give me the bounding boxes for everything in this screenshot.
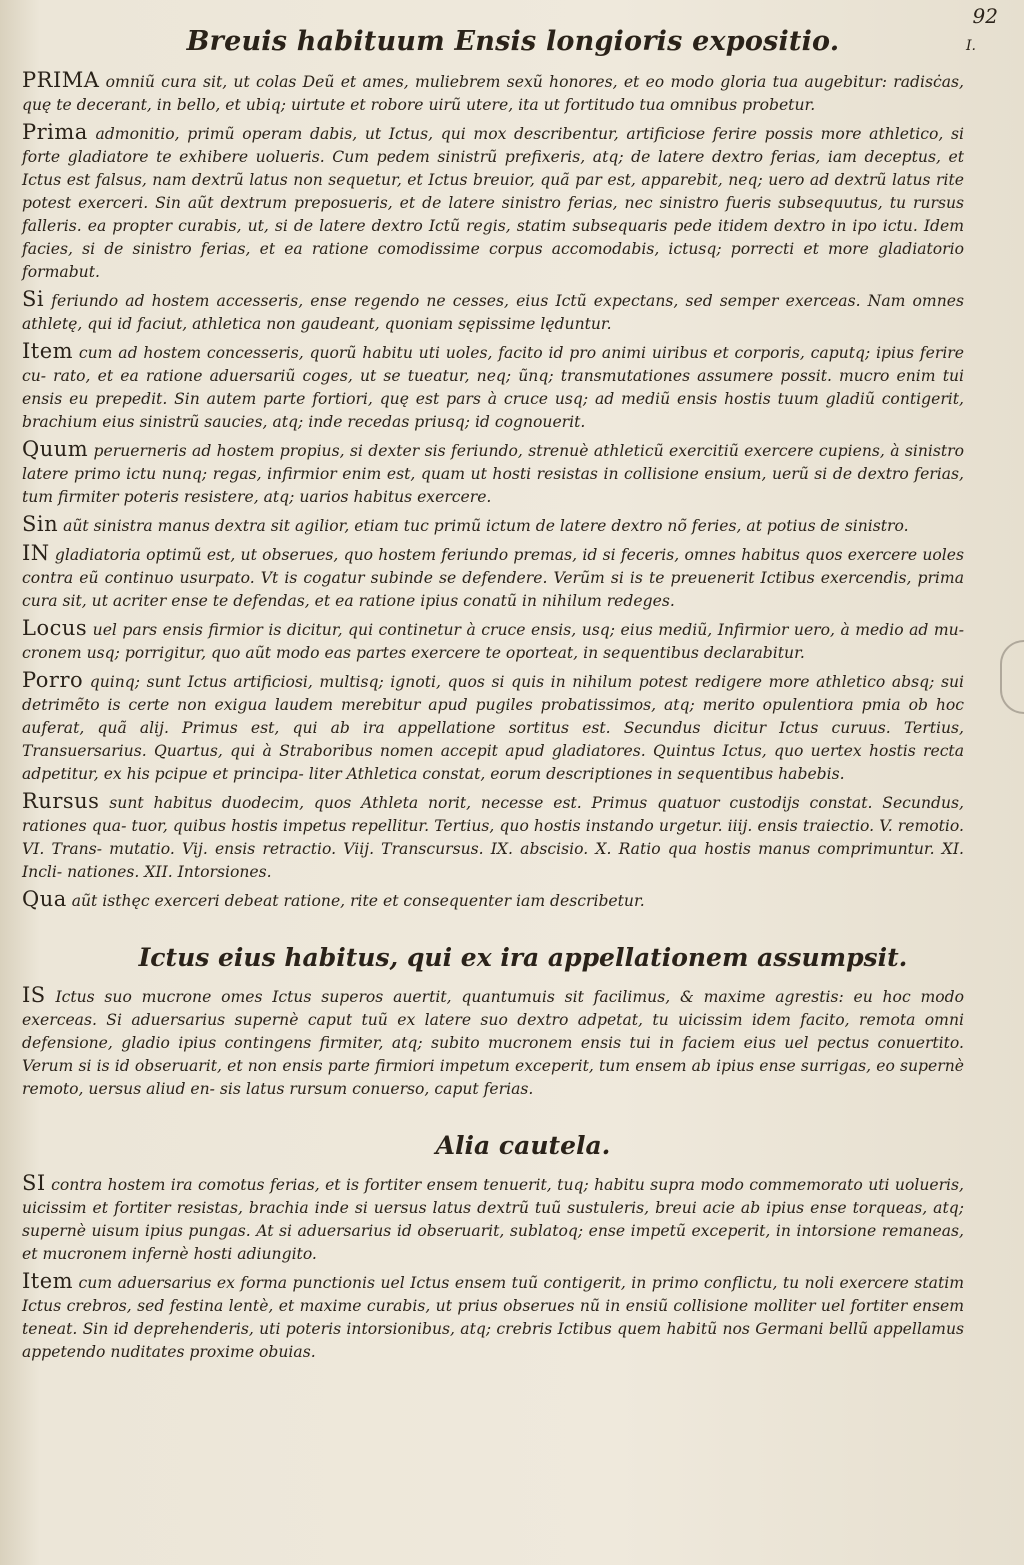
- paragraph-text: Ictus suo mucrone omes Ictus superos auertit, quantumuis sit facilimus, & maxime agrestis: eu hoc modo exerceas. Si aduersarius supernè caput tuũ ex latere suo dextro adpetat, tu uicissim idem facito, remota omni defensione, gladio ipius contingens firmiter, atq; subito mucronem ensis tui in faciem eius uel pectus conuertito. Verum si is id obseruarit, et non ensis parte firmiori impetum exceperit, tum ensem ab ipius ense surrigas, eo supernè remoto, uersus aliud en- sis latus rursum conuerso, caput ferias.: [22, 988, 964, 1098]
- paragraph: [22, 1172, 964, 1266]
- paragraph: [22, 438, 964, 509]
- section-heading: Ictus eius habitus, qui ex ira appellationem assumpsit.: [138, 943, 908, 972]
- paragraph-text: contra hostem ira comotus ferias, et is fortiter ensem tenuerit, tuq; habitu supra modo commemorato uti uolueris, uicissim et fortiter resistas, brachia inde si uersus latus dextrũ tuũ sustuleris, breui acie ab ipius ense torqueas, atq; supernè uisum ipius pungas. At si aduersarius id obseruarit, sublatoq; ense impetũ exceperit, in intorsione remaneas, et mucronem infernè hosti adiungito.: [22, 1176, 964, 1263]
- folio-number: 92: [972, 4, 998, 28]
- paragraph: [22, 617, 964, 665]
- paragraph-initial: Si: [22, 287, 45, 311]
- paragraph: [22, 288, 964, 336]
- paragraph: [22, 1270, 964, 1364]
- paragraph-text: feriundo ad hostem accesseris, ense regendo ne cesses, eius Ictũ expectans, sed semper exerceas. Nam omnes athletę, qui id faciut, athletica non gaudeant, quoniam sępissime lęduntur.: [22, 292, 964, 333]
- paragraph-initial: Item: [22, 1269, 74, 1293]
- paragraph: [22, 121, 964, 284]
- paragraph: [22, 888, 964, 913]
- paragraph-initial: Sin: [22, 512, 59, 536]
- section-3: [22, 1172, 964, 1364]
- paragraph-text: gladiatoria optimũ est, ut obserues, quo hostem feriundo premas, id si feceris, omnes habitus quos exercere uoles contra eũ continuo usurpato. Vt is cogatur subinde se defendere. Verũm si is te preuenerit Ictibus exercendis, prima cura sit, ut acriter ense te defendas, et ea ratione ipius conatũ in nihilum redeges.: [22, 546, 964, 610]
- paragraph-initial: IS: [22, 983, 46, 1007]
- paragraph-text: peruerneris ad hostem propius, si dexter sis feriundo, strenuè athleticũ exercitiũ exercere cupiens, à sinistro latere primo ictu nunq; regas, infirmior enim est, quam ut hosti resistas in collisione ensium, uerũ si de dextro ferias, tum firmiter poteris resistere, atq; uarios habitus exercere.: [22, 442, 964, 506]
- paragraph-text: aũt sinistra manus dextra sit agilior, etiam tuc primũ ictum de latere dextro nõ feries, at potius de sinistro.: [58, 517, 909, 535]
- section-heading: Alia cautela.: [435, 1131, 611, 1160]
- paragraph: [22, 513, 964, 538]
- paragraph: [22, 669, 964, 786]
- paragraph: [22, 542, 964, 613]
- paragraph-text: omniũ cura sit, ut colas Deũ et ames, muliebrem sexũ honores, et eo modo gloria tua augebitur: radisċas, quę te decerant, in bello, et ubiq; uirtute et robore uirũ utere, ita ut fortitudo tua omnibus probetur.: [22, 73, 964, 114]
- paragraph-initial: Qua: [22, 887, 67, 911]
- binding-hole: [1000, 640, 1024, 714]
- paragraph-text: cum aduersarius ex forma punctionis uel Ictus ensem tuũ contigerit, in primo conflictu, tu noli exercere statim Ictus crebros, sed festina lentè, et maxime curabis, ut prius obserues nũ in ensiũ collisione molliter uel fortiter ensem teneat. Sin id deprehenderis, uti poteris intorsionibus, atq; crebris Ictibus quem habitũ nos Germani bellũ appellamus appetendo nuditates proxime obuias.: [22, 1274, 964, 1361]
- paragraph-initial: Quum: [22, 437, 89, 461]
- page-title: Breuis habituum Ensis longioris expositio.: [186, 26, 840, 57]
- paragraph-initial: Rursus: [22, 789, 100, 813]
- paragraph: [22, 69, 964, 117]
- paragraph-text: uel pars ensis firmior is dicitur, qui continetur à cruce ensis, usq; eius mediũ, Infirmior uero, à medio ad mu- cronem usq; porrigitur, quo aũt modo eas partes exercere te oporteat, in sequentibus declarabitur.: [22, 621, 964, 662]
- folio-subnumber: I.: [966, 38, 976, 54]
- paragraph: [22, 984, 964, 1101]
- paragraph: [22, 340, 964, 434]
- paragraph-initial: Prima: [22, 120, 88, 144]
- paragraph-text: aũt isthęc exerceri debeat ratione, rite et consequenter iam describetur.: [66, 892, 645, 910]
- paragraph-initial: PRIMA: [22, 68, 100, 92]
- section-2: [22, 984, 964, 1101]
- paragraph-initial: Porro: [22, 668, 84, 692]
- paragraph-initial: IN: [22, 541, 50, 565]
- paragraph: [22, 790, 964, 884]
- section-1: [22, 69, 964, 913]
- paragraph-initial: SI: [22, 1171, 46, 1195]
- paragraph-text: sunt habitus duodecim, quos Athleta norit, necesse est. Primus quatuor custodijs constat. Secundus, rationes qua- tuor, quibus hostis impetus repellitur. Tertius, quo hostis instando urgetur. iiij. ensis traiectio. V. remotio. VI. Trans- mutatio. Vij. ensis retractio. Viij. Transcursus. IX. abscisio. X. Ratio qua hostis manus comprimuntur. XI. Incli- nationes. XII. Intorsiones.: [22, 794, 964, 881]
- paragraph-text: quinq; sunt Ictus artificiosi, multisq; ignoti, quos si quis in nihilum potest redigere more athletico absq; sui detrimẽto is certe non exigua laudem merebitur apud pugiles probatissimos, atq; merito opulentiora pmia ob hoc auferat, quã alij. Primus est, qui ab ira appellatione sortitus est. Secundus dicitur Ictus curuus. Tertius, Transuersarius. Quartus, qui à Straboribus nomen accepit apud gladiatores. Quintus Ictus, quo uertex hostis recta adpetitur, ex his pcipue et principa- liter Athletica constat, eorum descriptiones in sequentibus habebis.: [22, 673, 964, 783]
- paragraph-text: admonitio, primũ operam dabis, ut Ictus, qui mox describentur, artificiose ferire possis more athletico, si forte gladiatore te exhibere uolueris. Cum pedem sinistrũ prefixeris, atq; de latere dextro ferias, iam deceptus, et Ictus est falsus, nam dextrũ latus non sequetur, et Ictus breuior, quã par est, apparebit, neq; uero ad dextrũ latus rite potest exerceri. Sin aũt dextrum preposueris, et de latere sinistro ferias, nec sinistro fueris subsequutus, tu rursus falleris. ea propter curabis, ut, si de latere dextro Ictũ regis, statim subsequaris pede itidem dextro in ipo ictu. Idem facies, si de sinistro ferias, et ea ratione comodissime corpus accomodabis, ictusq; porrecti et more gladiatorio formabut.: [22, 125, 964, 281]
- paragraph-text: cum ad hostem concesseris, quorũ habitu uti uoles, facito id pro animi uiribus et corporis, caputq; ipius ferire cu- rato, et ea ratione aduersariũ coges, ut se tueatur, neq; ũnq; transmutationes assumere possit. mucro enim tui ensis eu prepedit. Sin autem parte fortiori, quę est pars à cruce usq; ad mediũ ensis hostis tuum gladiũ contigerit, brachium eius sinistrũ saucies, atq; inde recedas priusq; id cognouerit.: [22, 344, 964, 431]
- paragraph-initial: Locus: [22, 616, 88, 640]
- paragraph-initial: Item: [22, 339, 74, 363]
